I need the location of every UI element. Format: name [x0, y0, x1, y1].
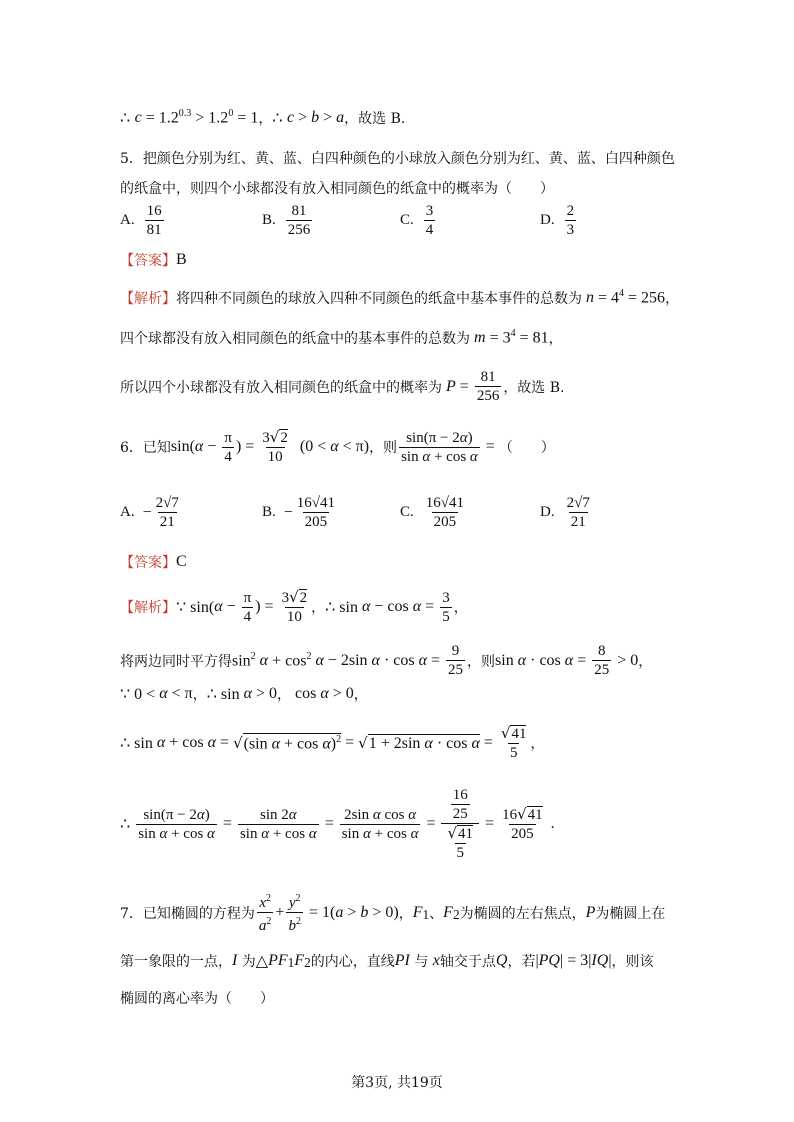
- q6-option-a: A. − $\frac{2√7}{21}$: [120, 495, 179, 530]
- q5-option-b: B. $\frac{81}{256}$: [262, 203, 311, 238]
- q7-stem-line1: 7．已知椭圆的方程为 $\frac{x^2}{a^2}$ + $\frac{y^2}{b^2}$ = 1( a > b > 0) ， F $_1$ 、 F $_2$ 为椭圆的左右焦点， P 为椭圆上在: [120, 893, 666, 934]
- q5-option-a: A. $\frac{16}{81}$: [120, 203, 162, 238]
- q6-analysis-3: ∵ 0 < α < π ， ∴ sin α > 0 ， cos α > 0 ，: [120, 685, 368, 703]
- q5-analysis-3: 所以四个小球都没有放入相同颜色的纸盒中的概率为 P = $\frac{81}{256}$ ，故选 B.: [120, 369, 565, 404]
- q6-analysis-4: ∴ sin α + cos α = √ (sin α + cos α)$^2$ = √ 1 + 2sin α · cos α = $\frac{√41}{5}$ ，: [120, 724, 545, 761]
- q5-analysis-1: 【解析】 将四种不同颜色的球放入四种不同颜色的纸盒中基本事件的总数为 n = $4^4 = 256$ ，: [120, 288, 680, 307]
- conclusion-line: ∴ c = $1.2^{0.3} > 1.2^0 = 1$ ， ∴ c > b > a ，故选 B.: [120, 108, 406, 127]
- q5-stem-line2: 的纸盒中，则四个小球都没有放入相同颜色的纸盒中的概率为（ ）: [120, 181, 554, 197]
- q6-answer: 【答案】 C: [120, 553, 187, 571]
- q6-analysis-5: ∴ $\frac{\sin(\pi - 2\alpha)}{\text{sin α + cos α}}$ = $\frac{\sin 2\alpha}{\text{sin α + cos α}}$ = $\frac{\text{2sin α cos α}}{\text{sin α + cos α}}$ = $\frac{\frac{16}{25}}{\frac{√41}{5}}$ = $\frac{16√41}{205}$ .: [120, 787, 555, 861]
- q6-stem: 6．已知 sin( α − $\frac{\pi}{4}$ ) = $\frac{3√2}{10}$ (0 < α < π) ，则 $\frac{\sin(\pi - 2\alpha)}{\text{sin α + cos α}}$ = （ ）: [120, 428, 555, 465]
- q6-analysis-2: 将两边同时平方得 $\sin^2$ α + $\cos^2$ α − 2sin α · cos α = $\frac{9}{25}$ ，则 sin α · cos α = $\frac{8}{25}$ > 0 ，: [120, 643, 653, 678]
- q5-analysis-2: 四个球都没有放入相同颜色的纸盒中的基本事件的总数为 m = $3^4 = 81$ ，: [120, 328, 563, 347]
- q5-option-d: D. $\frac{2}{3}$: [540, 203, 575, 238]
- q5-stem-line1: 5．把颜色分别为红、黄、蓝、白四种颜色的小球放入颜色分别为红、黄、蓝、白四种颜色: [120, 151, 675, 167]
- q6-option-b: B. − $\frac{16√41}{205}$: [262, 495, 336, 530]
- q5-answer: 【答案】 B: [120, 251, 187, 269]
- q6-analysis-1: 【解析】 ∵ sin( α − $\frac{\pi}{4}$ ) = $\frac{3√2}{10}$ ， ∴ sin α − cos α = $\frac{3}{5}$ ，: [120, 588, 468, 625]
- q6-option-d: D. $\frac{2√7}{21}$: [540, 495, 590, 530]
- page-footer: 第3页, 共19页: [351, 1075, 443, 1091]
- q7-stem-line3: 椭圆的离心率为（ ）: [120, 991, 274, 1007]
- q5-option-c: C. $\frac{3}{4}$: [400, 203, 434, 238]
- q7-stem-line2: 第一象限的一点， I 为 △ PF $_1$ F $_2$ 的内心，直线 PI 与 x 轴交于点 Q ，若 | PQ | = 3| IQ | ，则该: [120, 951, 654, 971]
- q6-option-c: C. $\frac{16√41}{205}$: [400, 495, 464, 530]
